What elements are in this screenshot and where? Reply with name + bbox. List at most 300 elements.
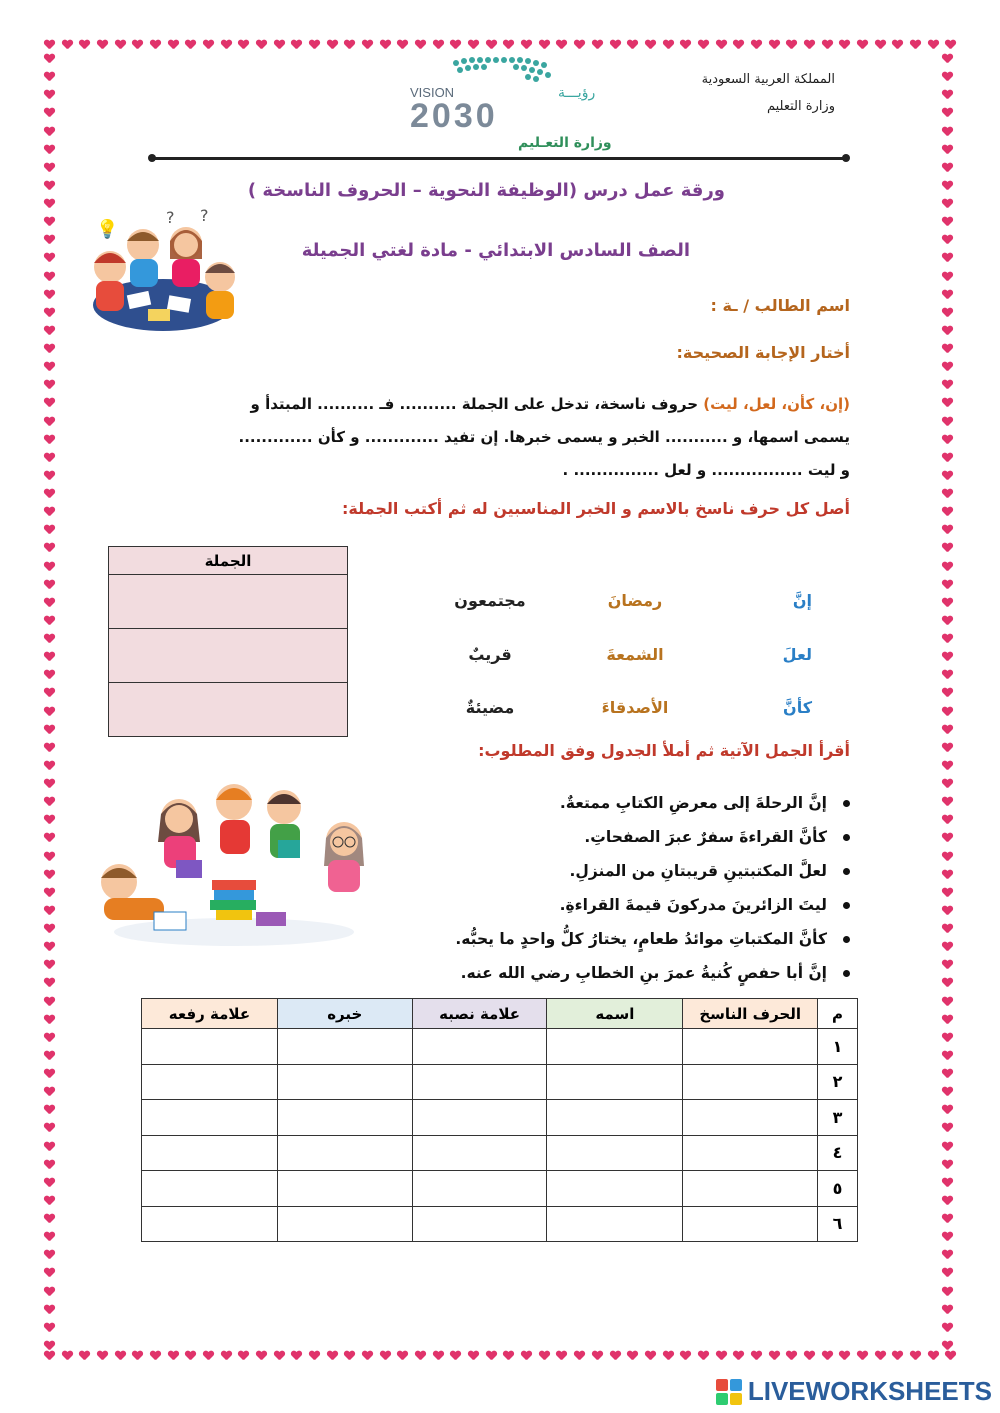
particles-list: (إن، كأن، لعل، ليت) — [703, 395, 850, 413]
heart-icon — [44, 725, 54, 735]
answer-cell[interactable] — [412, 1029, 547, 1065]
heart-icon — [44, 1123, 54, 1133]
answer-cell[interactable] — [277, 1100, 412, 1136]
analysis-table-header — [142, 999, 858, 1029]
heart-icon — [44, 217, 54, 227]
heart-icon — [942, 525, 952, 535]
answer-cell[interactable] — [412, 1206, 547, 1242]
match-particle[interactable]: لعلَ — [782, 645, 812, 664]
match-noun[interactable]: الشمعةَ — [606, 645, 664, 664]
heart-icon — [645, 40, 655, 50]
heart-icon — [942, 1033, 952, 1043]
heart-icon — [168, 1351, 178, 1361]
sentence-answer-cell[interactable] — [109, 683, 348, 737]
col-noun: اسمه — [547, 999, 683, 1029]
row-number: ٣ — [818, 1100, 858, 1136]
heart-icon — [309, 1351, 319, 1361]
heart-icon — [942, 1214, 952, 1224]
heart-icon — [942, 453, 952, 463]
heart-icon — [44, 235, 54, 245]
heart-icon — [44, 960, 54, 970]
heart-icon — [44, 1232, 54, 1242]
heart-icon — [942, 507, 952, 517]
heart-icon — [942, 1051, 952, 1061]
heart-icon — [610, 1351, 620, 1361]
heart-icon — [44, 1178, 54, 1188]
heart-icon — [942, 435, 952, 445]
heart-icon — [716, 1351, 726, 1361]
heart-icon — [344, 1351, 354, 1361]
heart-icon — [503, 1351, 513, 1361]
heart-icon — [942, 489, 952, 499]
heart-icon — [44, 888, 54, 898]
heart-icon — [44, 308, 54, 318]
svg-text:?: ? — [166, 208, 175, 227]
heart-icon — [344, 40, 354, 50]
answer-cell[interactable] — [277, 1135, 412, 1171]
heart-icon — [857, 1351, 867, 1361]
heart-icon — [942, 253, 952, 263]
heart-icon — [875, 1351, 885, 1361]
section2-heading: أصل كل حرف ناسخ بالاسم و الخبر المناسبين له ثم أكتب الجملة: — [342, 499, 850, 518]
heart-icon — [44, 1069, 54, 1079]
answer-cell[interactable] — [547, 1135, 683, 1171]
heart-icon — [733, 1351, 743, 1361]
heart-icon — [942, 924, 952, 934]
list-item — [455, 786, 850, 820]
table-row — [142, 1206, 858, 1242]
answer-cell[interactable] — [142, 1171, 278, 1207]
heart-icon — [942, 888, 952, 898]
heart-icon — [185, 1351, 195, 1361]
heart-icon — [44, 1287, 54, 1297]
heart-icon — [751, 1351, 761, 1361]
row-number: ١ — [818, 1029, 858, 1065]
ministry-text: وزارة التعليم — [766, 99, 835, 114]
heart-icon — [433, 40, 443, 50]
heart-icon — [942, 1160, 952, 1170]
heart-icon — [44, 670, 54, 680]
heart-icon — [942, 344, 952, 354]
kingdom-text: المملكة العربية السعودية — [701, 72, 835, 87]
heart-icon — [942, 670, 952, 680]
heart-icon — [751, 40, 761, 50]
heart-icon — [942, 743, 952, 753]
border-left — [44, 54, 58, 1351]
heart-icon — [168, 40, 178, 50]
heart-icon — [574, 1351, 584, 1361]
heart-icon — [592, 40, 602, 50]
heart-icon — [44, 580, 54, 590]
heart-icon — [910, 1351, 920, 1361]
section1-heading: أختار الإجابة الصحيحة: — [676, 343, 850, 362]
col-predicate: خبره — [277, 999, 412, 1029]
heart-icon — [44, 906, 54, 916]
heart-icon — [942, 380, 952, 390]
heart-icon — [44, 707, 54, 717]
row-number: ٦ — [818, 1206, 858, 1242]
list-item — [455, 922, 850, 956]
heart-icon — [942, 181, 952, 191]
heart-icon — [44, 108, 54, 118]
heart-icon — [486, 40, 496, 50]
answer-cell[interactable] — [683, 1171, 818, 1207]
heart-icon — [942, 1142, 952, 1152]
heart-icon — [44, 163, 54, 173]
heart-icon — [238, 1351, 248, 1361]
heart-icon — [539, 1351, 549, 1361]
heart-icon — [503, 40, 513, 50]
answer-cell[interactable] — [683, 1206, 818, 1242]
heart-icon — [486, 1351, 496, 1361]
heart-icon — [44, 1341, 54, 1351]
heart-icon — [945, 1351, 955, 1361]
paragraph-line-3: و ليت ................ و لعل ............... . — [562, 461, 850, 479]
sentence-column-header: الجملة — [109, 547, 348, 575]
sentence-answer-table — [108, 546, 348, 737]
table-row — [142, 1064, 858, 1100]
heart-icon — [610, 40, 620, 50]
heart-icon — [942, 326, 952, 336]
match-predicate[interactable]: قريبٌ — [468, 645, 512, 664]
heart-icon — [942, 417, 952, 427]
heart-icon — [942, 1087, 952, 1097]
heart-icon — [857, 40, 867, 50]
sentence-text: إنَّ الرحلةَ إلى معرضِ الكتابِ ممتعةٌ. — [559, 794, 827, 812]
heart-icon — [291, 1351, 301, 1361]
heart-icon — [942, 272, 952, 282]
heart-icon — [942, 308, 952, 318]
heart-icon — [44, 1087, 54, 1097]
heart-icon — [115, 40, 125, 50]
heart-icon — [132, 1351, 142, 1361]
heart-icon — [910, 40, 920, 50]
heart-icon — [132, 40, 142, 50]
heart-icon — [256, 1351, 266, 1361]
heart-icon — [942, 761, 952, 771]
heart-icon — [942, 1341, 952, 1351]
heart-icon — [942, 163, 952, 173]
border-top — [44, 40, 956, 54]
match-row — [430, 698, 812, 717]
heart-icon — [44, 833, 54, 843]
section3-heading: أقرأ الجمل الآتية ثم أملأ الجدول وفق المطلوب: — [478, 741, 850, 760]
heart-icon — [592, 1351, 602, 1361]
worksheet-title: ورقة عمل درس (الوظيفة النحوية – الحروف الناسخة ) — [247, 180, 725, 201]
heart-icon — [44, 380, 54, 390]
heart-icon — [291, 40, 301, 50]
heart-icon — [203, 1351, 213, 1361]
heart-icon — [44, 90, 54, 100]
heart-icon — [942, 1305, 952, 1315]
heart-icon — [942, 997, 952, 1007]
heart-icon — [627, 40, 637, 50]
bullet-icon — [843, 868, 850, 875]
match-noun[interactable]: رمضانَ — [607, 591, 663, 610]
heart-icon — [680, 40, 690, 50]
answer-cell[interactable] — [142, 1029, 278, 1065]
vision-2030-logo — [408, 55, 612, 151]
heart-icon — [942, 127, 952, 137]
match-predicate[interactable]: مجتمعون — [454, 591, 526, 610]
table-row — [142, 1100, 858, 1136]
bullet-icon — [843, 970, 850, 977]
sentence-text: كأنَّ المكتباتِ موائدُ طعامٍ، يختارُ كلُّ واحدٍ ما يحبُّه. — [455, 930, 827, 948]
heart-icon — [942, 1105, 952, 1115]
heart-icon — [221, 40, 231, 50]
heart-icon — [44, 145, 54, 155]
heart-icon — [44, 1142, 54, 1152]
heart-icon — [942, 1232, 952, 1242]
heart-icon — [44, 688, 54, 698]
heart-icon — [44, 598, 54, 608]
logo-vision-text: VISION — [410, 85, 455, 100]
heart-icon — [556, 1351, 566, 1361]
answer-cell[interactable] — [547, 1029, 683, 1065]
bullet-icon — [843, 834, 850, 841]
answer-cell[interactable] — [412, 1064, 547, 1100]
heart-icon — [942, 562, 952, 572]
col-number: م — [818, 999, 858, 1029]
section1-paragraph — [140, 388, 850, 487]
bullet-icon — [843, 800, 850, 807]
list-item — [455, 820, 850, 854]
heart-icon — [942, 906, 952, 916]
border-bottom — [44, 1351, 956, 1365]
heart-icon — [942, 54, 952, 64]
heart-icon — [942, 960, 952, 970]
heart-icon — [942, 1196, 952, 1206]
sentence-answer-cell[interactable] — [109, 575, 348, 629]
sentence-text: لعلَّ المكتبتينِ قريبتانِ من المنزلِ. — [569, 862, 827, 880]
heart-icon — [892, 40, 902, 50]
heart-icon — [44, 1051, 54, 1061]
svg-text:?: ? — [200, 206, 209, 225]
heart-icon — [397, 1351, 407, 1361]
heart-icon — [44, 779, 54, 789]
heart-icon — [875, 40, 885, 50]
heart-icon — [822, 1351, 832, 1361]
heart-icon — [733, 40, 743, 50]
match-row — [430, 591, 812, 610]
heart-icon — [97, 40, 107, 50]
heart-icon — [44, 40, 54, 50]
sentence-text: كأنَّ القراءةَ سفرٌ عبرَ الصفحاتِ. — [584, 828, 827, 846]
heart-icon — [942, 1123, 952, 1133]
answer-cell[interactable] — [547, 1171, 683, 1207]
match-particle[interactable]: إنَّ — [792, 591, 812, 610]
heart-icon — [44, 815, 54, 825]
answer-cell[interactable] — [277, 1206, 412, 1242]
heart-icon — [44, 127, 54, 137]
answer-cell[interactable] — [142, 1206, 278, 1242]
answer-cell[interactable] — [547, 1206, 683, 1242]
heart-icon — [468, 1351, 478, 1361]
heart-icon — [942, 72, 952, 82]
answer-cell[interactable] — [683, 1064, 818, 1100]
heart-icon — [942, 725, 952, 735]
heart-icon — [44, 652, 54, 662]
answer-cell[interactable] — [547, 1064, 683, 1100]
heart-icon — [44, 290, 54, 300]
heart-icon — [44, 453, 54, 463]
heart-icon — [942, 870, 952, 880]
heart-icon — [44, 1268, 54, 1278]
heart-icon — [274, 40, 284, 50]
heart-icon — [663, 40, 673, 50]
heart-icon — [839, 1351, 849, 1361]
heart-icon — [309, 40, 319, 50]
heart-icon — [942, 1250, 952, 1260]
heart-icon — [44, 489, 54, 499]
heart-icon — [44, 761, 54, 771]
heart-icon — [62, 40, 72, 50]
sentence-text: إنَّ أبا حفصٍ كُنيةُ عمرَ بنِ الخطابِ رضي الله عنه. — [460, 964, 827, 982]
heart-icon — [44, 852, 54, 862]
row-number: ٢ — [818, 1064, 858, 1100]
heart-icon — [397, 40, 407, 50]
heart-icon — [942, 707, 952, 717]
heart-icon — [556, 40, 566, 50]
children-books-illustration — [84, 762, 380, 952]
heart-icon — [44, 525, 54, 535]
heart-icon — [769, 40, 779, 50]
table-row — [142, 1171, 858, 1207]
answer-cell[interactable] — [683, 1135, 818, 1171]
sentence-text: ليتَ الزائرينَ مدركونَ قيمةَ القراءةِ. — [559, 896, 827, 914]
heart-icon — [680, 1351, 690, 1361]
heart-icon — [786, 1351, 796, 1361]
heart-icon — [327, 1351, 337, 1361]
heart-icon — [44, 1033, 54, 1043]
heart-icon — [698, 1351, 708, 1361]
heart-icon — [786, 40, 796, 50]
answer-cell[interactable] — [277, 1029, 412, 1065]
bullet-icon — [843, 902, 850, 909]
heart-icon — [942, 235, 952, 245]
answer-cell[interactable] — [142, 1135, 278, 1171]
paragraph-line-1 — [140, 388, 850, 421]
heart-icon — [822, 40, 832, 50]
heart-icon — [44, 978, 54, 988]
heart-icon — [185, 40, 195, 50]
match-predicate[interactable]: مضيئةٌ — [465, 698, 515, 717]
heart-icon — [892, 1351, 902, 1361]
heart-icon — [238, 40, 248, 50]
heart-icon — [942, 1287, 952, 1297]
heart-icon — [468, 40, 478, 50]
heart-icon — [44, 272, 54, 282]
heart-icon — [44, 471, 54, 481]
heart-icon — [256, 40, 266, 50]
answer-cell[interactable] — [142, 1064, 278, 1100]
col-noun-accusative-sign: علامة نصبه — [412, 999, 547, 1029]
heart-icon — [79, 1351, 89, 1361]
answer-cell[interactable] — [277, 1064, 412, 1100]
heart-icon — [44, 326, 54, 336]
heart-icon — [97, 1351, 107, 1361]
answer-cell[interactable] — [277, 1171, 412, 1207]
heart-icon — [415, 40, 425, 50]
col-predicate-nominative-sign: علامة رفعه — [142, 999, 278, 1029]
heart-icon — [942, 1323, 952, 1333]
heart-icon — [928, 1351, 938, 1361]
heart-icon — [44, 870, 54, 880]
heart-icon — [574, 40, 584, 50]
answer-cell[interactable] — [412, 1100, 547, 1136]
sentence-answer-cell[interactable] — [109, 629, 348, 683]
heart-icon — [44, 398, 54, 408]
heart-icon — [44, 1250, 54, 1260]
heart-icon — [942, 362, 952, 372]
heart-icon — [942, 852, 952, 862]
heart-icon — [942, 471, 952, 481]
heart-icon — [274, 1351, 284, 1361]
heart-icon — [44, 507, 54, 517]
heart-icon — [44, 362, 54, 372]
heart-icon — [150, 40, 160, 50]
sentences-list — [455, 786, 850, 990]
heart-icon — [44, 1015, 54, 1025]
paragraph-line-1-text: حروف ناسخة، تدخل على الجملة .......... فـ .......... المبتدأ و — [250, 395, 704, 413]
heart-icon — [942, 634, 952, 644]
header-institution — [702, 66, 835, 120]
grade-subtitle: الصف السادس الابتدائي - مادة لغتي الجميلة — [301, 240, 690, 261]
border-right — [942, 54, 956, 1351]
heart-icon — [415, 1351, 425, 1361]
heart-icon — [942, 90, 952, 100]
heart-icon — [942, 942, 952, 952]
heart-icon — [44, 1305, 54, 1315]
match-particle[interactable]: كأنَّ — [783, 698, 812, 717]
heart-icon — [627, 1351, 637, 1361]
heart-icon — [362, 1351, 372, 1361]
table-row — [142, 1135, 858, 1171]
table-row — [142, 1029, 858, 1065]
answer-cell[interactable] — [683, 1100, 818, 1136]
heart-icon — [380, 1351, 390, 1361]
answer-cell[interactable] — [547, 1100, 683, 1136]
row-number: ٤ — [818, 1135, 858, 1171]
match-noun[interactable]: الأصدقاءَ — [601, 698, 669, 717]
match-row — [430, 645, 812, 664]
heart-icon — [942, 1069, 952, 1079]
heart-icon — [942, 580, 952, 590]
heart-icon — [942, 797, 952, 807]
heart-icon — [942, 108, 952, 118]
heart-icon — [942, 543, 952, 553]
heart-icon — [44, 1105, 54, 1115]
heart-icon — [942, 290, 952, 300]
heart-icon — [769, 1351, 779, 1361]
row-number: ٥ — [818, 1171, 858, 1207]
bullet-icon — [843, 936, 850, 943]
heart-icon — [942, 217, 952, 227]
heart-icon — [115, 1351, 125, 1361]
heart-icon — [942, 978, 952, 988]
answer-cell[interactable] — [412, 1171, 547, 1207]
heart-icon — [44, 54, 54, 64]
answer-cell[interactable] — [683, 1029, 818, 1065]
heart-icon — [804, 40, 814, 50]
answer-cell[interactable] — [142, 1100, 278, 1136]
heart-icon — [928, 40, 938, 50]
heart-icon — [44, 1351, 54, 1361]
list-item — [455, 854, 850, 888]
logo-year-text: 2030 — [410, 97, 498, 135]
heart-icon — [44, 942, 54, 952]
answer-cell[interactable] — [412, 1135, 547, 1171]
